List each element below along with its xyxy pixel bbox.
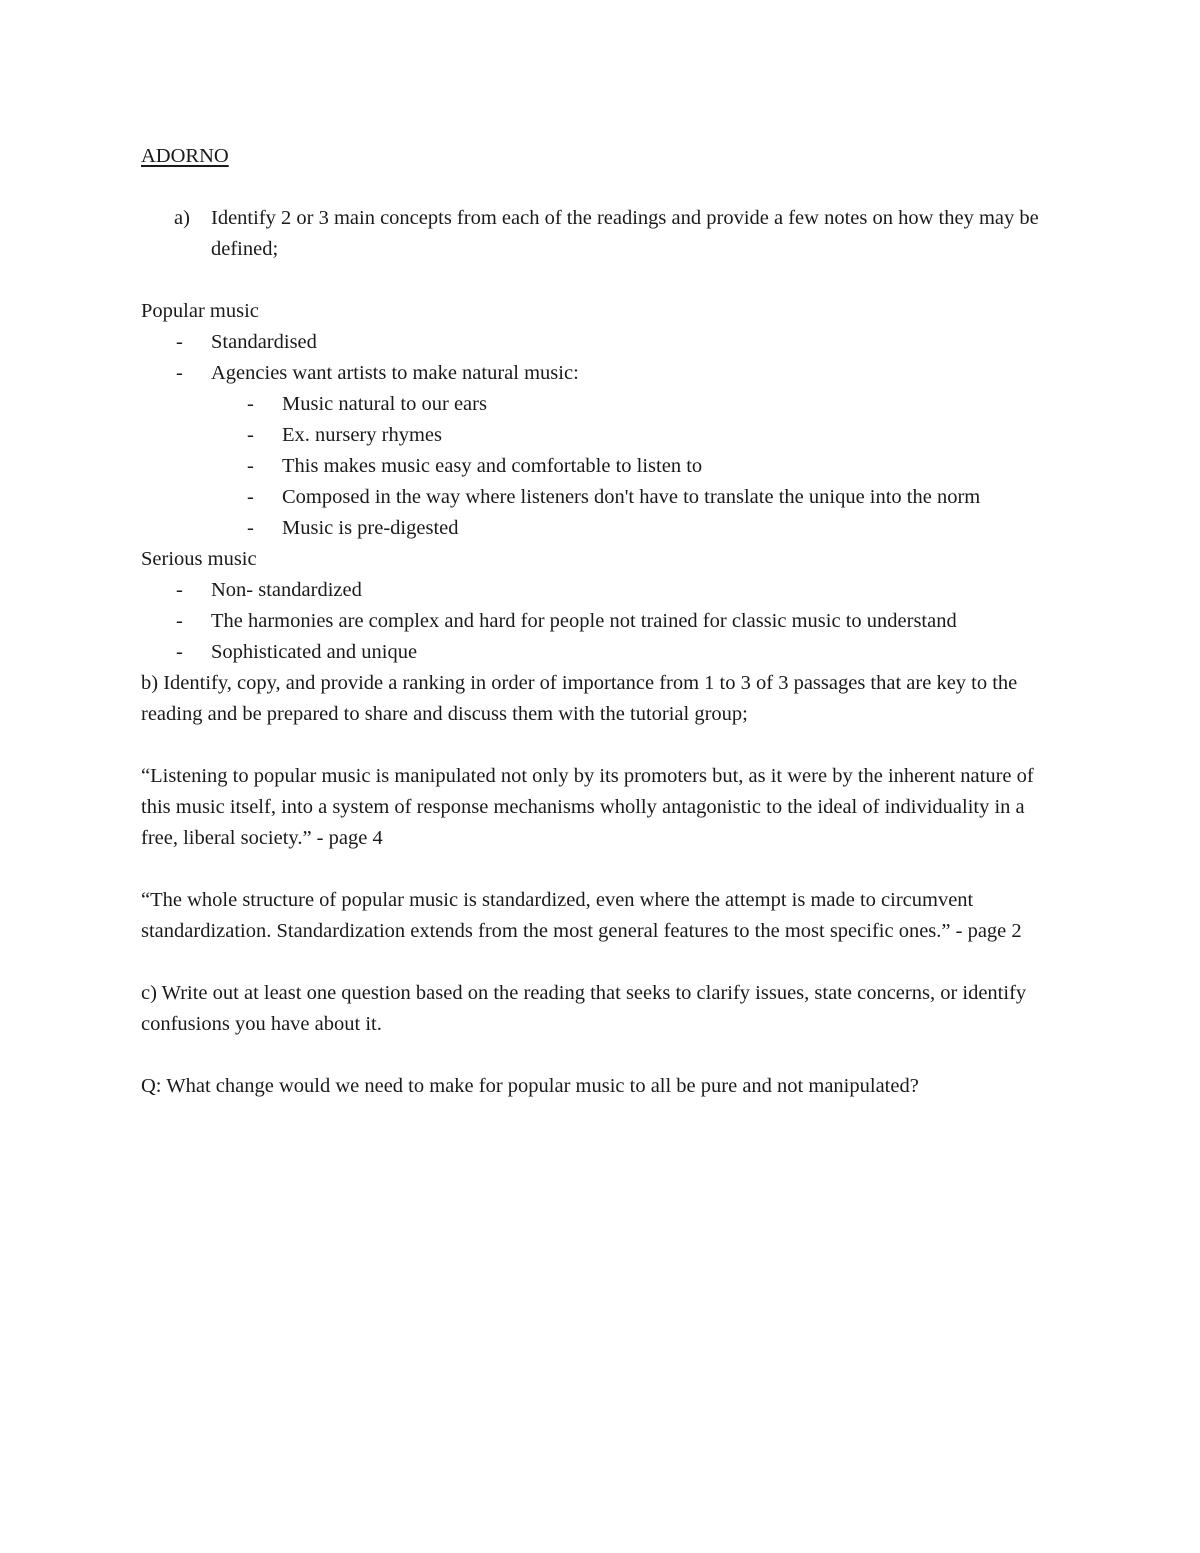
popular-music-heading: Popular music xyxy=(141,300,259,322)
quote-2: “The whole structure of popular music is standardized, even where the attempt is made to circumvent standardization. Standardization extends from the most general features to the most specific ones.” - page 2 xyxy=(141,889,1022,942)
dash-bullet: - xyxy=(247,455,254,477)
document-title: ADORNO xyxy=(141,145,229,167)
list-item xyxy=(141,358,1061,389)
prompt-a-text: Identify 2 or 3 main concepts from each of the readings and provide a few notes on how they may be defined; xyxy=(211,207,1039,260)
list-item-text: Ex. nursery rhymes xyxy=(282,424,442,446)
list-item xyxy=(141,327,1061,358)
list-item-text: The harmonies are complex and hard for people not trained for classic music to understand xyxy=(211,610,957,632)
prompt-a xyxy=(141,203,1061,265)
list-item xyxy=(141,513,1061,544)
dash-bullet: - xyxy=(176,579,183,601)
serious-music-list xyxy=(141,575,1061,668)
list-item-text: Agencies want artists to make natural music: xyxy=(211,362,579,384)
list-item xyxy=(141,575,1061,606)
list-item-text: This makes music easy and comfortable to listen to xyxy=(282,455,703,477)
list-item xyxy=(141,389,1061,420)
prompt-b: b) Identify, copy, and provide a ranking in order of importance from 1 to 3 of 3 passages that are key to the reading and be prepared to share and discuss them with the tutorial group; xyxy=(141,672,1018,725)
list-item-text: Music natural to our ears xyxy=(282,393,487,415)
list-item xyxy=(141,637,1061,668)
dash-bullet: - xyxy=(247,424,254,446)
list-item xyxy=(141,606,1061,637)
list-item-text: Sophisticated and unique xyxy=(211,641,418,663)
dash-bullet: - xyxy=(247,517,254,539)
list-item-text: Standardised xyxy=(211,331,317,353)
dash-bullet: - xyxy=(247,486,254,508)
popular-music-list xyxy=(141,327,1061,389)
question: Q: What change would we need to make for popular music to all be pure and not manipulated? xyxy=(141,1075,919,1097)
dash-bullet: - xyxy=(247,393,254,415)
dash-bullet: - xyxy=(176,331,183,353)
dash-bullet: - xyxy=(176,641,183,663)
dash-bullet: - xyxy=(176,610,183,632)
quote-1: “Listening to popular music is manipulated not only by its promoters but, as it were by the inherent nature of this music itself, into a system of response mechanisms wholly antagonistic to the ideal of individuality in a free, liberal society.” - page 4 xyxy=(141,765,1034,849)
popular-music-sublist xyxy=(141,389,1061,544)
list-item-text: Non- standardized xyxy=(211,579,362,601)
document-page xyxy=(141,141,1061,1133)
list-item-text: Composed in the way where listeners don't have to translate the unique into the norm xyxy=(282,486,981,508)
list-item xyxy=(141,420,1061,451)
list-item-text: Music is pre-digested xyxy=(282,517,459,539)
list-item xyxy=(141,451,1061,482)
list-item xyxy=(141,482,1061,513)
dash-bullet: - xyxy=(176,362,183,384)
prompt-a-marker: a) xyxy=(174,207,190,229)
prompt-c: c) Write out at least one question based on the reading that seeks to clarify issues, state concerns, or identify confusions you have about it. xyxy=(141,982,1027,1035)
serious-music-heading: Serious music xyxy=(141,548,257,570)
